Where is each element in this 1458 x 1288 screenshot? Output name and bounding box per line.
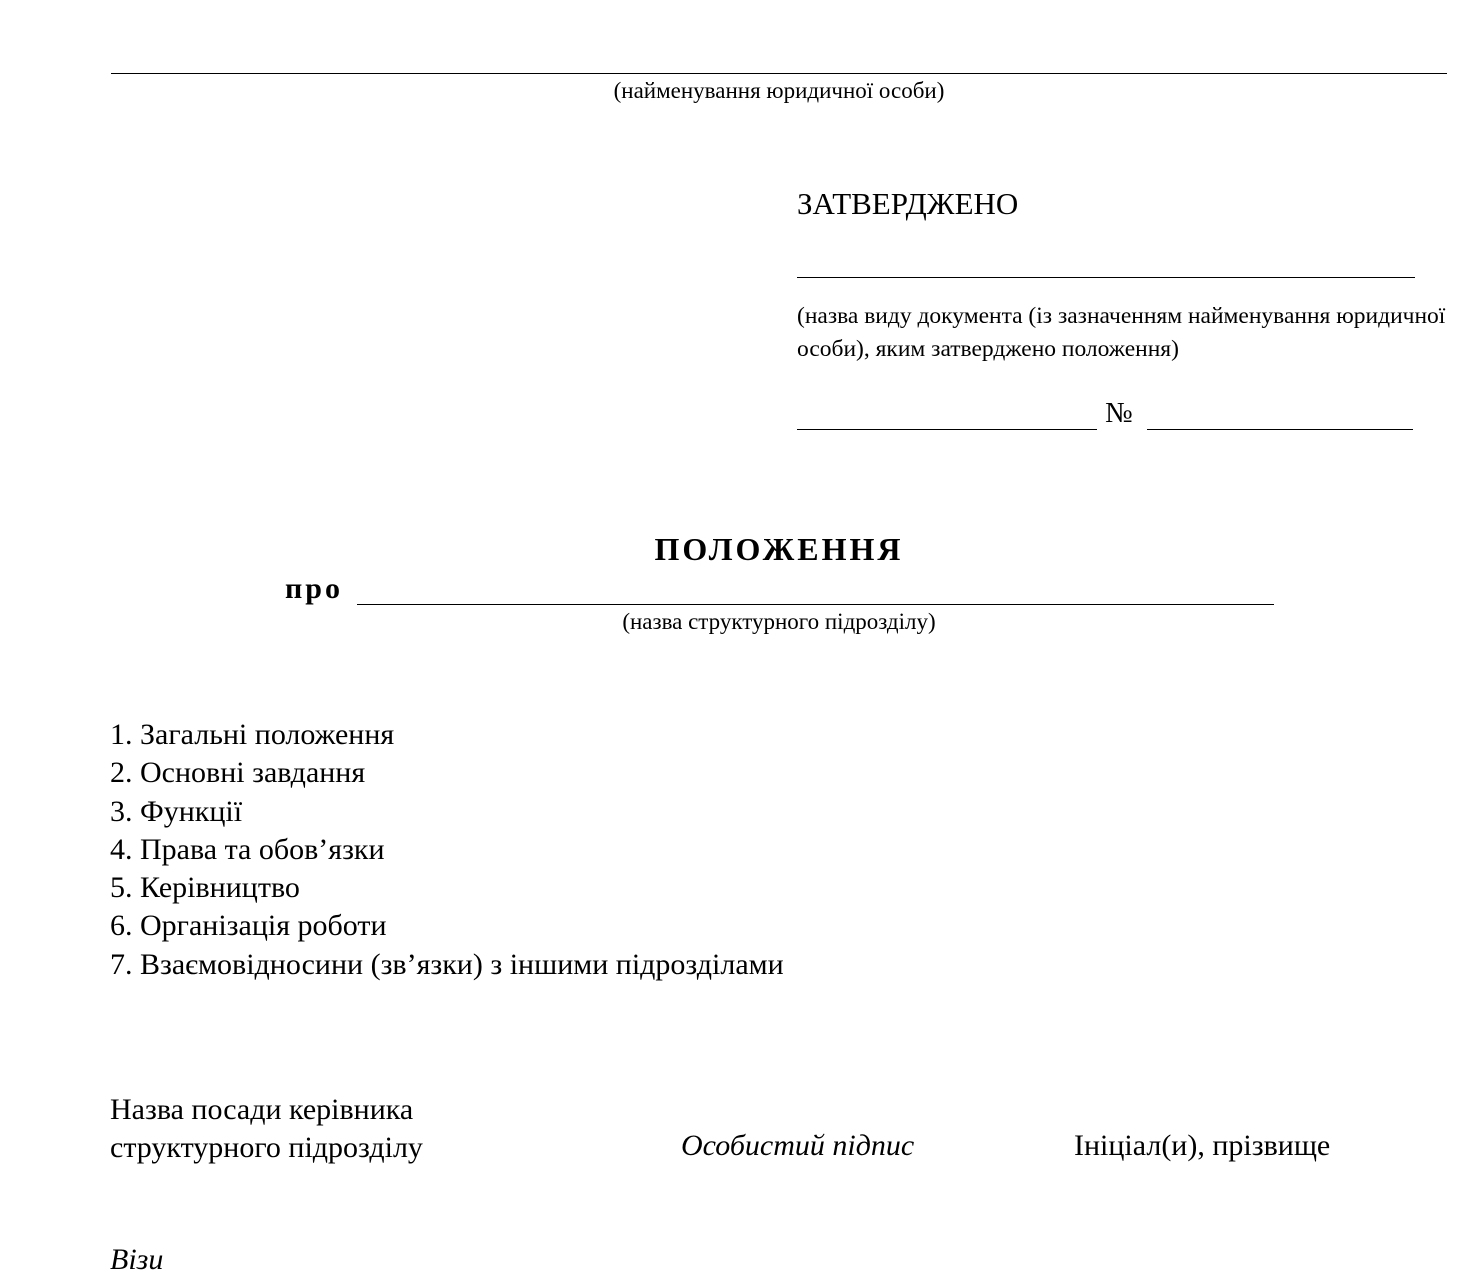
legal-entity-caption: (найменування юридичної особи) xyxy=(613,78,945,103)
section-item: 6. Організація роботи xyxy=(110,909,387,943)
section-item: 1. Загальні положення xyxy=(110,718,395,751)
head-position-line1: Назва посади керівника xyxy=(110,1093,414,1126)
approval-document-caption: (назва виду документа (із зазначенням найменування юридичної особи), яким затверджено положення) xyxy=(797,303,1446,362)
approved-label: ЗАТВЕРДЖЕНО xyxy=(797,186,1019,221)
about-word: про xyxy=(285,572,343,605)
document-title: ПОЛОЖЕННЯ xyxy=(654,531,904,567)
unit-name-blank-line xyxy=(357,604,1274,605)
name-label: Ініціал(и), прізвище xyxy=(1074,1129,1331,1162)
approval-number-blank-line xyxy=(1147,429,1413,430)
section-item: 4. Права та обов’язки xyxy=(110,832,385,866)
section-item: 7. Взаємовідносини (зв’язки) з іншими підрозділами xyxy=(110,947,784,981)
number-sign: № xyxy=(1105,397,1133,429)
approval-document-blank-line xyxy=(797,277,1415,278)
section-item: 5. Керівництво xyxy=(110,871,300,905)
legal-entity-blank-line xyxy=(111,73,1447,74)
sections-list xyxy=(110,716,784,984)
section-item: 2. Основні завдання xyxy=(110,756,366,790)
head-position-line2: структурного підрозділу xyxy=(110,1131,423,1164)
approval-date-blank-line xyxy=(797,429,1097,430)
section-item: 3. Функції xyxy=(110,794,243,828)
visas-label: Візи xyxy=(110,1243,164,1276)
head-position-label xyxy=(110,1091,570,1167)
signature-label: Особистий підпис xyxy=(681,1129,915,1162)
unit-name-caption: (назва структурного підрозділу) xyxy=(622,609,936,634)
